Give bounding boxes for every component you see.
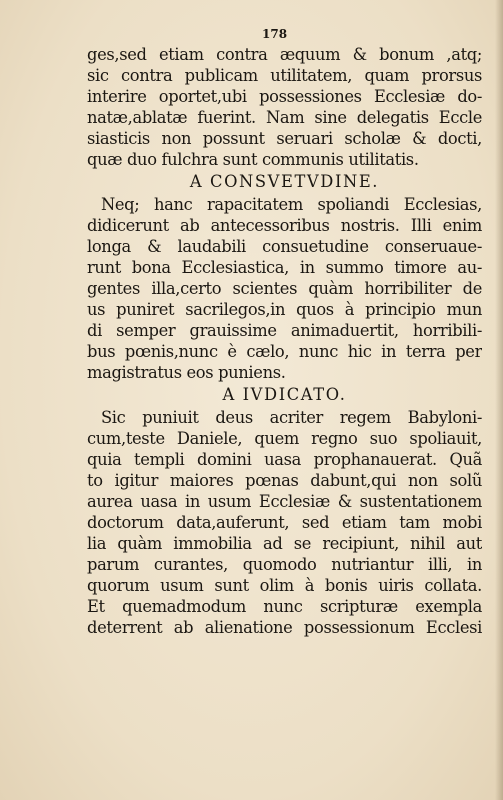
text-line: sic contra publicam utilitatem, quam prorsus <box>87 66 482 85</box>
text-line: gentes illa,certo scientes quàm horribiliter de <box>87 279 482 298</box>
page-number: 178 <box>262 27 288 41</box>
section-heading-iudicato: A IVDICATO. <box>222 385 347 404</box>
section-heading-consuetudine: A CONSVETVDINE. <box>189 172 380 191</box>
text-line: di semper grauissime animaduertit, horribili- <box>87 321 482 340</box>
text-line: aurea uasa in usum Ecclesiæ & sustentationem <box>87 492 482 511</box>
text-line: Neq; hanc rapacitatem spoliandi Ecclesias, <box>101 195 482 214</box>
text-line: runt bona Ecclesiastica, in summo timore au- <box>87 258 482 277</box>
text-line: siasticis non possunt seruari scholæ & docti, <box>87 129 482 148</box>
text-line: natæ,ablatæ fuerint. Nam sine delegatis Eccle <box>87 108 482 127</box>
text-line: us puniret sacrilegos,in quos à principio mun <box>87 300 482 319</box>
page-fold-shadow <box>495 0 503 800</box>
text-line: doctorum data,auferunt, sed etiam tam mobi <box>87 513 482 532</box>
text-line: quæ duo fulchra sunt communis utilitatis. <box>87 150 419 169</box>
text-line: Et quemadmodum nunc scripturæ exempla <box>87 597 482 616</box>
text-line: interire oportet,ubi possessiones Ecclesiæ do- <box>87 87 482 106</box>
text-line: ges,sed etiam contra æquum & bonum ,atq; <box>87 45 482 64</box>
text-line: Sic puniuit deus acriter regem Babyloni- <box>101 408 482 427</box>
text-line: quia templi domini uasa prophanauerat. Quã <box>87 450 482 469</box>
text-line: didicerunt ab antecessoribus nostris. Illi enim <box>87 216 482 235</box>
text-line: longa & laudabili consuetudine conseruaue- <box>87 237 482 256</box>
text-line: cum,teste Daniele, quem regno suo spoliauit, <box>87 429 482 448</box>
text-line: quorum usum sunt olim à bonis uiris collata. <box>87 576 482 595</box>
body-text <box>87 44 482 638</box>
text-line: magistratus eos puniens. <box>87 363 286 382</box>
text-line: lia quàm immobilia ad se recipiunt, nihil aut <box>87 534 482 553</box>
text-line: deterrent ab alienatione possessionum Ecclesi <box>87 618 482 637</box>
text-line: parum curantes, quomodo nutriantur illi, in <box>87 555 482 574</box>
text-line: to igitur maiores pœnas dabunt,qui non solũ <box>87 471 482 490</box>
text-line: bus pœnis,nunc è cælo, nunc hic in terra per <box>87 342 482 361</box>
